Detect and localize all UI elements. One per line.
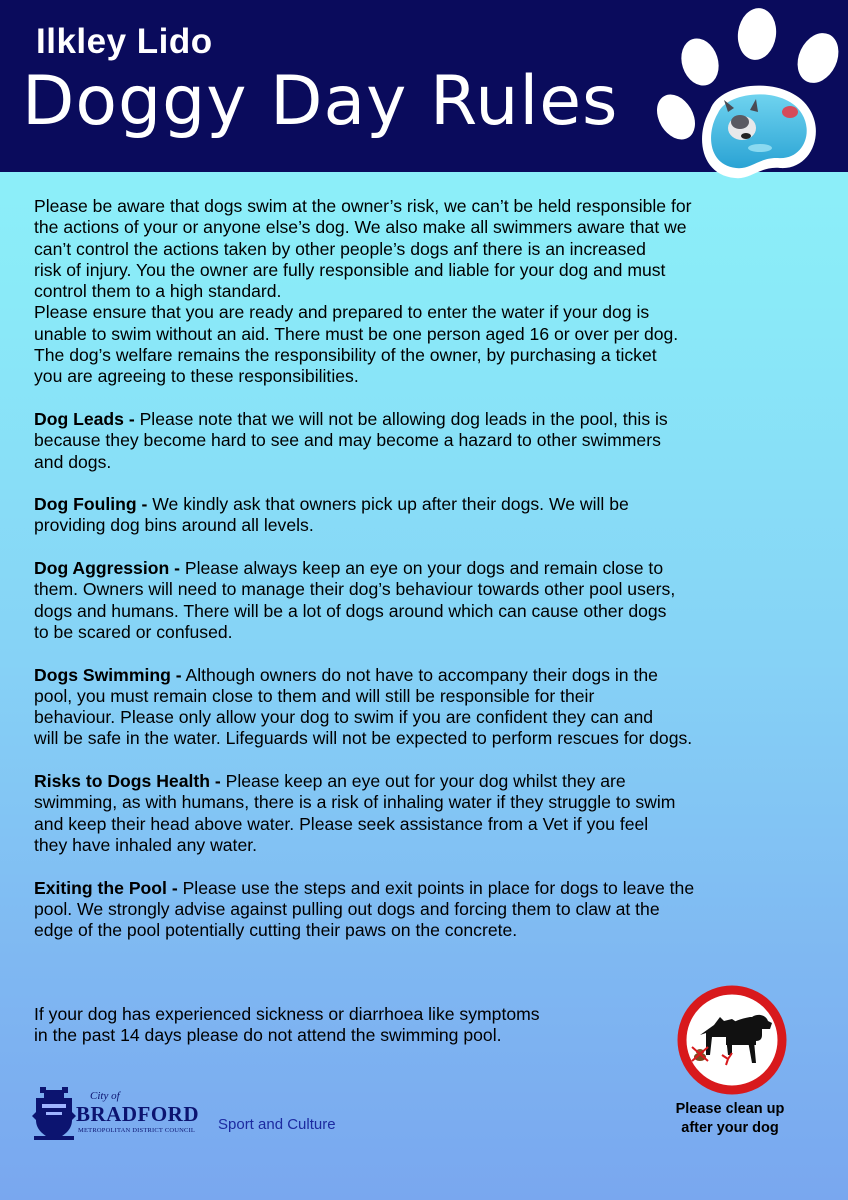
rule-line: dogs and humans. There will be a lot of dogs around which can cause other dogs bbox=[34, 600, 667, 621]
closing-line: If your dog has experienced sickness or diarrhoea like symptoms bbox=[34, 1004, 540, 1024]
rule-text: Please use the steps and exit points in place for dogs to leave the bbox=[177, 877, 695, 898]
rule-line: to be scared or confused. bbox=[34, 621, 233, 642]
logo-city-text: City of bbox=[90, 1090, 120, 1102]
intro-line: Please be aware that dogs swim at the owner’s risk, we can’t be held responsible for bbox=[34, 196, 692, 216]
sign-caption-line: after your dog bbox=[681, 1120, 779, 1136]
rule-line: behaviour. Please only allow your dog to swim if you are confident they can and bbox=[34, 707, 654, 728]
rule-line: them. Owners will need to manage their dog’s behaviour towards other pool users, bbox=[34, 579, 676, 600]
page-title: Doggy Day Rules bbox=[22, 62, 619, 141]
rule-line: they have inhaled any water. bbox=[34, 834, 258, 855]
rule-line: pool. We strongly advise against pulling out dogs and forcing them to claw at the bbox=[34, 898, 660, 919]
intro-line: The dog’s welfare remains the responsibility of the owner, by purchasing a ticket bbox=[34, 345, 657, 366]
rule-line: providing dog bins around all levels. bbox=[34, 515, 314, 536]
intro-line: control them to a high standard. bbox=[34, 281, 282, 302]
rule-text: Please note that we will not be allowing dog leads in the pool, this is bbox=[134, 408, 668, 429]
rule-dogs-swimming bbox=[34, 665, 804, 686]
rule-text: Please always keep an eye on your dogs and remain close to bbox=[179, 558, 664, 579]
rule-text: Please keep an eye out for your dog whilst they are bbox=[220, 771, 626, 792]
rule-heading: Exiting the Pool - bbox=[34, 877, 178, 898]
rule-line: because they become hard to see and may become a hazard to other swimmers bbox=[34, 430, 661, 451]
rule-heading: Dog Aggression - bbox=[34, 558, 180, 579]
closing-note bbox=[34, 1004, 634, 1047]
intro-line: you are agreeing to these responsibilities. bbox=[34, 366, 359, 387]
rule-risks-health bbox=[34, 771, 804, 792]
logo-name-text: BRADFORD bbox=[76, 1102, 199, 1126]
rule-text: We kindly ask that owners pick up after their dogs. We will be bbox=[147, 494, 629, 515]
rule-line: swimming, as with humans, there is a risk of inhaling water if they struggle to swim bbox=[34, 792, 676, 813]
rule-line: pool, you must remain close to them and will still be responsible for their bbox=[34, 685, 595, 706]
paw-print-icon bbox=[640, 0, 848, 200]
rule-text: Although owners do not have to accompany their dogs in the bbox=[181, 664, 658, 685]
rule-line: edge of the pool potentially cutting their paws on the concrete. bbox=[34, 920, 518, 941]
intro-line: unable to swim without an aid. There must be one person aged 16 or over per dog. bbox=[34, 323, 679, 344]
rule-heading: Dogs Swimming - bbox=[34, 664, 182, 685]
rules-body bbox=[34, 196, 804, 941]
rule-exiting-pool bbox=[34, 878, 804, 899]
rule-dog-leads bbox=[34, 409, 804, 430]
rule-heading: Dog Leads - bbox=[34, 408, 135, 429]
intro-line: the actions of your or anyone else’s dog. We also make all swimmers aware that we bbox=[34, 217, 687, 238]
logo-sub-text: METROPOLITAN DISTRICT COUNCIL bbox=[78, 1127, 196, 1134]
no-fouling-sign-icon bbox=[662, 985, 802, 1095]
rule-heading: Dog Fouling - bbox=[34, 494, 148, 515]
closing-line: in the past 14 days please do not attend the swimming pool. bbox=[34, 1025, 502, 1046]
rule-line: and dogs. bbox=[34, 451, 112, 472]
department-label: Sport and Culture bbox=[218, 1116, 336, 1133]
intro-line: Please ensure that you are ready and prepared to enter the water if your dog is bbox=[34, 302, 650, 323]
rule-line: will be safe in the water. Lifeguards will not be expected to perform rescues for dogs. bbox=[34, 728, 693, 749]
sign-caption-line: Please clean up bbox=[675, 1101, 785, 1117]
sign-caption bbox=[650, 1100, 810, 1138]
rule-dog-aggression bbox=[34, 558, 804, 579]
rule-line: and keep their head above water. Please seek assistance from a Vet if you feel bbox=[34, 813, 649, 834]
intro-line: risk of injury. You the owner are fully responsible and liable for your dog and must bbox=[34, 259, 666, 280]
rule-heading: Risks to Dogs Health - bbox=[34, 771, 221, 792]
rule-dog-fouling bbox=[34, 494, 804, 515]
venue-name: Ilkley Lido bbox=[36, 22, 213, 61]
intro-line: can’t control the actions taken by other people’s dogs anf there is an increased bbox=[34, 238, 646, 259]
